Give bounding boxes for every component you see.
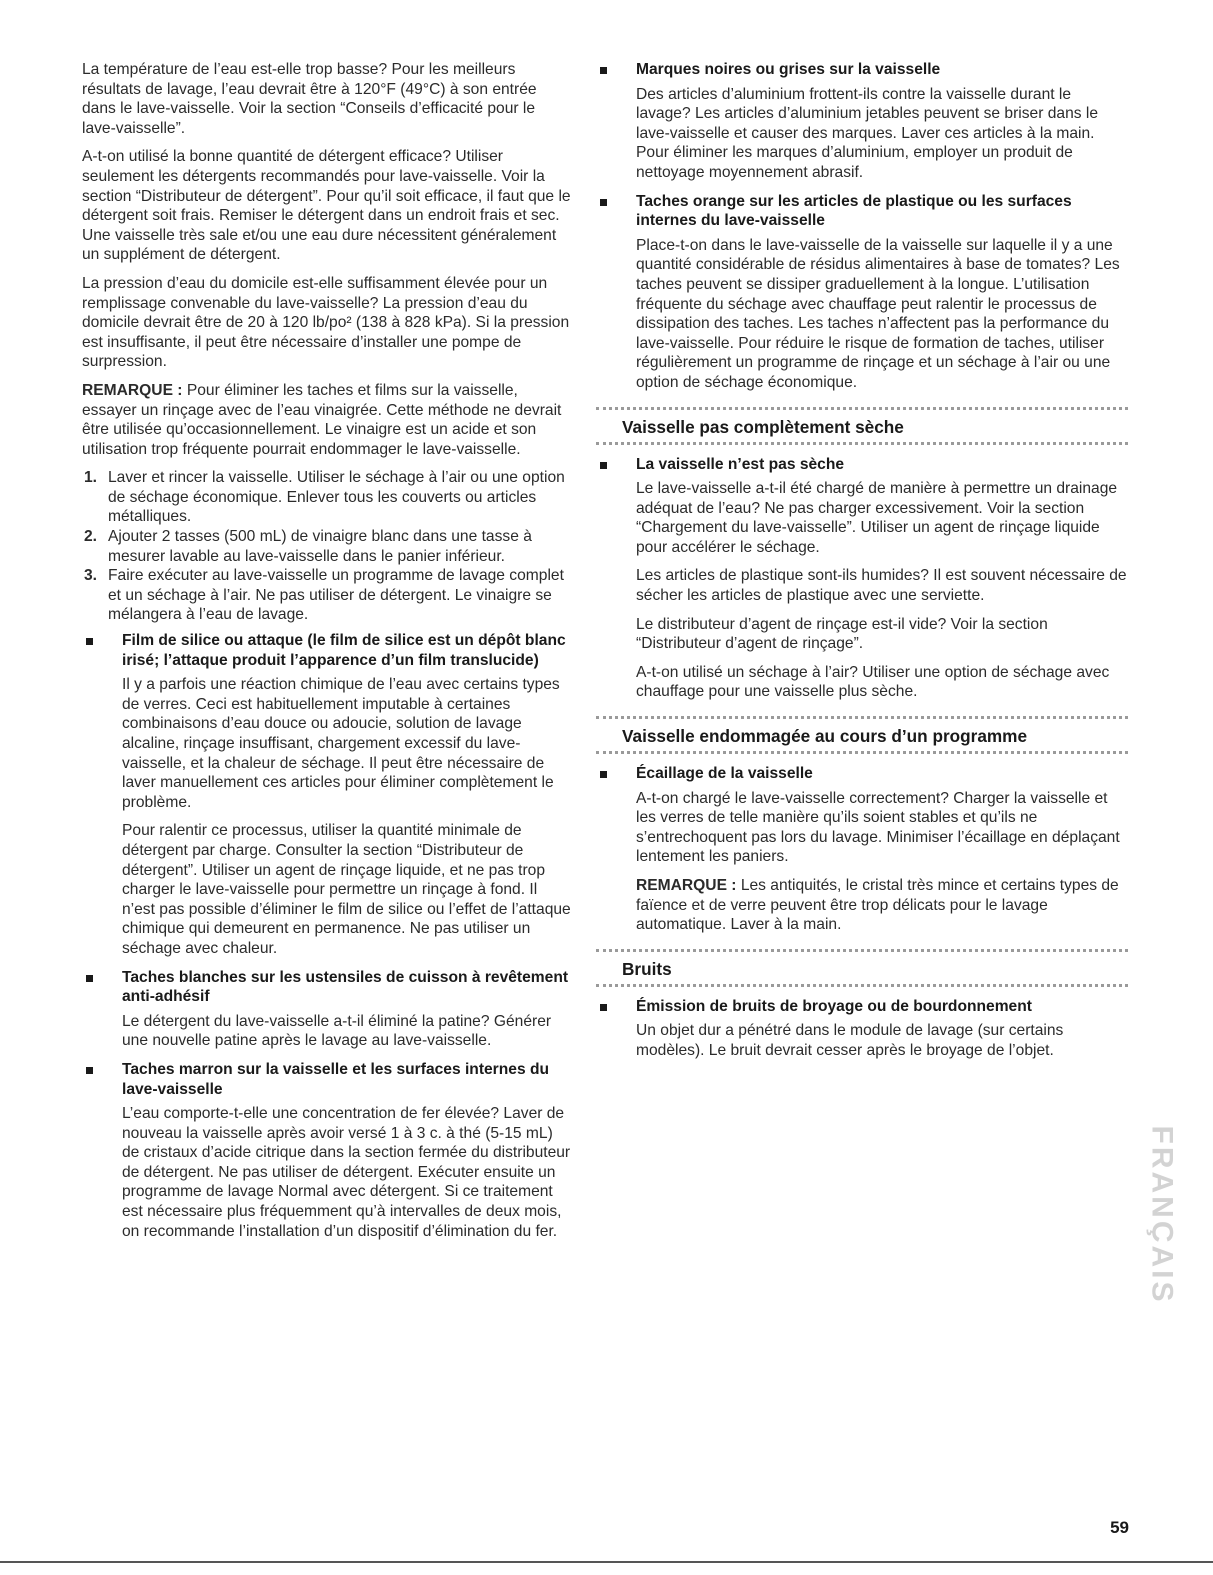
vinegar-steps-list: [82, 468, 572, 625]
paragraph-chipping: A-t-on chargé le lave-vaisselle correctement? Charger la vaisselle et les verres de telle manière qu’ils soient stables et qu’ils ne s’entrechoquent pas lors du lavage. Minimiser l’écaillage en déplaçant lentement les paniers.: [636, 789, 1120, 866]
bullet-heading: Taches marron sur la vaisselle et les surfaces internes du lave-vaisselle: [122, 1060, 550, 1098]
square-bullet-icon: [600, 1004, 607, 1011]
step-item: [82, 468, 572, 527]
bullet-heading: Film de silice ou attaque (le film de silice est un dépôt blanc irisé; l’attaque produit l’apparence d’un film translucide): [122, 632, 566, 669]
bullet-grinding-noise: [596, 997, 1128, 1017]
bullet-heading: Émission de bruits de broyage ou de bourdonnement: [636, 997, 1032, 1015]
bullet-heading: Écaillage de la vaisselle: [636, 765, 813, 783]
paragraph-orange-stains: Place-t-on dans le lave-vaisselle de la vaisselle sur laquelle il y a une quantité considérable de résidus alimentaires à base de tomates? Les taches peuvent se dissiper graduellement à la longue. L’utilisation fréquente du séchage avec chauffage peut ralentir le processus de dissipation des taches. Les taches n’affectent pas la performance du lave-vaisselle. Pour réduire le risque de formation de taches, utiliser régulièrement un programme de rinçage et un séchage à l’air ou une option de séchage économique.: [636, 236, 1120, 391]
remark-text: Les antiquités, le cristal très mince et certains types de faïence et de verre peuvent être trop délicats pour le lavage automatique. Laver à la main.: [636, 877, 1119, 934]
paragraph-grinding-noise: Un objet dur a pénétré dans le module de lavage (sur certains modèles). Le bruit devrait cesser après le broyage de l’objet.: [636, 1022, 1064, 1059]
step-number: 2.: [84, 528, 98, 546]
paragraph-not-dry-rinse-aid: Le distributeur d’agent de rinçage est-il vide? Voir la section “Distributeur d’agent de rinçage”.: [636, 615, 1048, 653]
remark-label: REMARQUE :: [82, 381, 183, 399]
paragraph-black-marks: Des articles d’aluminium frottent-ils contre la vaisselle durant le lavage? Les articles d’aluminium jetables peuvent se briser dans le lave-vaisselle et causer des marques. Laver ces articles à la main. Pour éliminer les marques d’aluminium, employer un produit de nettoyage moyennement abrasif.: [636, 85, 1099, 181]
step-text: Ajouter 2 tasses (500 mL) de vinaigre blanc dans une tasse à mesurer lavable au lave-vaisselle dans le panier inférieur.: [108, 528, 532, 565]
section-header-not-dry: Vaisselle pas complètement sèche: [596, 407, 1128, 445]
bullet-white-spots: [82, 968, 572, 1007]
square-bullet-icon: [600, 771, 607, 778]
paragraph-not-dry-air-dry: A-t-on utilisé un séchage à l’air? Utiliser une option de séchage avec chauffage pour une vaisselle plus sèche.: [636, 663, 1110, 701]
step-item: [82, 527, 572, 566]
square-bullet-icon: [600, 67, 607, 74]
square-bullet-icon: [600, 199, 607, 206]
step-text: Faire exécuter au lave-vaisselle un programme de lavage complet et un séchage à l’air. Ne pas utiliser de détergent. Le vinaigre se mélangera à l’eau de lavage.: [108, 567, 564, 624]
bullet-orange-stains: [596, 192, 1128, 231]
bullet-heading: Taches blanches sur les ustensiles de cuisson à revêtement anti-adhésif: [122, 968, 569, 1006]
language-side-stamp: [1146, 1080, 1176, 1350]
bullet-heading: Taches orange sur les articles de plastique ou les surfaces internes du lave-vaisselle: [636, 192, 1072, 230]
section-header-damaged: Vaisselle endommagée au cours d’un programme: [596, 716, 1128, 754]
remark-delicate-items: [596, 876, 1128, 935]
remark-text: Pour éliminer les taches et films sur la vaisselle, essayer un rinçage avec de l’eau vinaigrée. Cette méthode ne devrait être utilisée qu’occasionnellement. Le vinaigre est un acide et son utilisation trop fréquente pourrait endommager le lave-vaisselle.: [82, 381, 562, 458]
square-bullet-icon: [600, 462, 607, 469]
remark-label: REMARQUE :: [636, 877, 737, 894]
step-number: 1.: [84, 469, 98, 487]
paragraph-silica-cause: Il y a parfois une réaction chimique de l’eau avec certains types de verres. Ceci est habituellement imputable à certaines combinaisons d’eau douce ou adoucie, solution de lavage alcaline, rinçage insuffisant, chargement excessif du lave-vaisselle, et la chaleur de séchage. Il peut être nécessaire de laver manuellement ces articles pour éliminer complètement le problème.: [122, 676, 560, 811]
side-stamp-text: FRANÇAIS: [1145, 1125, 1178, 1305]
square-bullet-icon: [86, 1067, 93, 1074]
bullet-heading: La vaisselle n’est pas sèche: [636, 455, 845, 473]
paragraph-silica-prevention: Pour ralentir ce processus, utiliser la quantité minimale de détergent par charge. Consulter la section “Distributeur de détergent”. Utiliser un agent de rinçage liquide, et ne pas trop charger le lave-vaisselle pour permettre un rinçage à fond. Il n’est pas possible d’éliminer le film de silice ou l’effet de l’attaque chimique qui demeurent en permanence. Ne pas utiliser un séchage avec chaleur.: [122, 822, 571, 957]
step-number: 3.: [84, 567, 98, 585]
step-item: [82, 566, 572, 625]
bullet-black-marks: [596, 60, 1128, 80]
paragraph-not-dry-loading: Le lave-vaisselle a-t-il été chargé de manière à permettre un drainage adéquat de l’eau? Ne pas charger excessivement. Voir la section “Chargement du lave-vaisselle”. Utiliser un agent de rinçage liquide pour accélérer le séchage.: [636, 480, 1118, 556]
paragraph-detergent-quantity: A-t-on utilisé la bonne quantité de détergent efficace? Utiliser seulement les détergents recommandés pour lave-vaisselle. Voir la section “Distributeur de détergent”. Pour qu’il soit efficace, il faut que le détergent soit frais. Remiser le détergent dans un endroit frais et sec. Une vaisselle très sale et/ou une eau dure nécessitent généralement un supplément de détergent.: [82, 148, 571, 264]
bullet-chipping: [596, 764, 1128, 784]
paragraph-water-pressure: La pression d’eau du domicile est-elle suffisamment élevée pour un remplissage convenable du lave-vaisselle? La pression d’eau du domicile devrait être de 20 à 120 lb/po² (138 à 828 kPa). Si la pression est insuffisante, il peut être nécessaire d’installer une pompe de surpression.: [82, 274, 570, 371]
bullet-heading: Marques noires ou grises sur la vaisselle: [636, 61, 941, 78]
section-header-noises: Bruits: [596, 949, 1128, 987]
page-number: 59: [1110, 1518, 1129, 1537]
square-bullet-icon: [86, 975, 93, 982]
bottom-divider: [0, 1561, 1213, 1563]
bullet-not-dry: [596, 455, 1128, 475]
right-column: [596, 60, 1128, 1070]
paragraph-not-dry-plastic: Les articles de plastique sont-ils humides? Il est souvent nécessaire de sécher les articles de plastique avec une serviette.: [636, 567, 1127, 605]
remark-vinegar-rinse: [82, 381, 572, 459]
paragraph-water-temperature: La température de l’eau est-elle trop basse? Pour les meilleurs résultats de lavage, l’eau devrait être à 120°F (49°C) à son entrée dans le lave-vaisselle. Voir la section “Conseils d’efficacité pour le lave-vaisselle”.: [82, 61, 537, 137]
bullet-silica-film: [82, 631, 572, 670]
paragraph-brown-stains: L’eau comporte-t-elle une concentration de fer élevée? Laver de nouveau la vaisselle après avoir versé 1 à 3 c. à thé (5-15 mL) de cristaux d’acide citrique dans la section fermée du distributeur de détergent. Ne pas utiliser de détergent. Exécuter ensuite un programme de lavage Normal avec détergent. Si ce traitement est nécessaire plus fréquemment qu’à intervalles de deux mois, on recommande l’installation d’un dispositif d’élimination du fer.: [122, 1105, 571, 1240]
square-bullet-icon: [86, 638, 93, 645]
bullet-brown-stains: [82, 1060, 572, 1099]
paragraph-white-spots: Le détergent du lave-vaisselle a-t-il éliminé la patine? Générer une nouvelle patine après le lavage au lave-vaisselle.: [122, 1012, 552, 1050]
step-text: Laver et rincer la vaisselle. Utiliser le séchage à l’air ou une option de séchage économique. Enlever tous les couverts ou articles métalliques.: [108, 469, 565, 526]
left-column: [82, 60, 572, 1250]
